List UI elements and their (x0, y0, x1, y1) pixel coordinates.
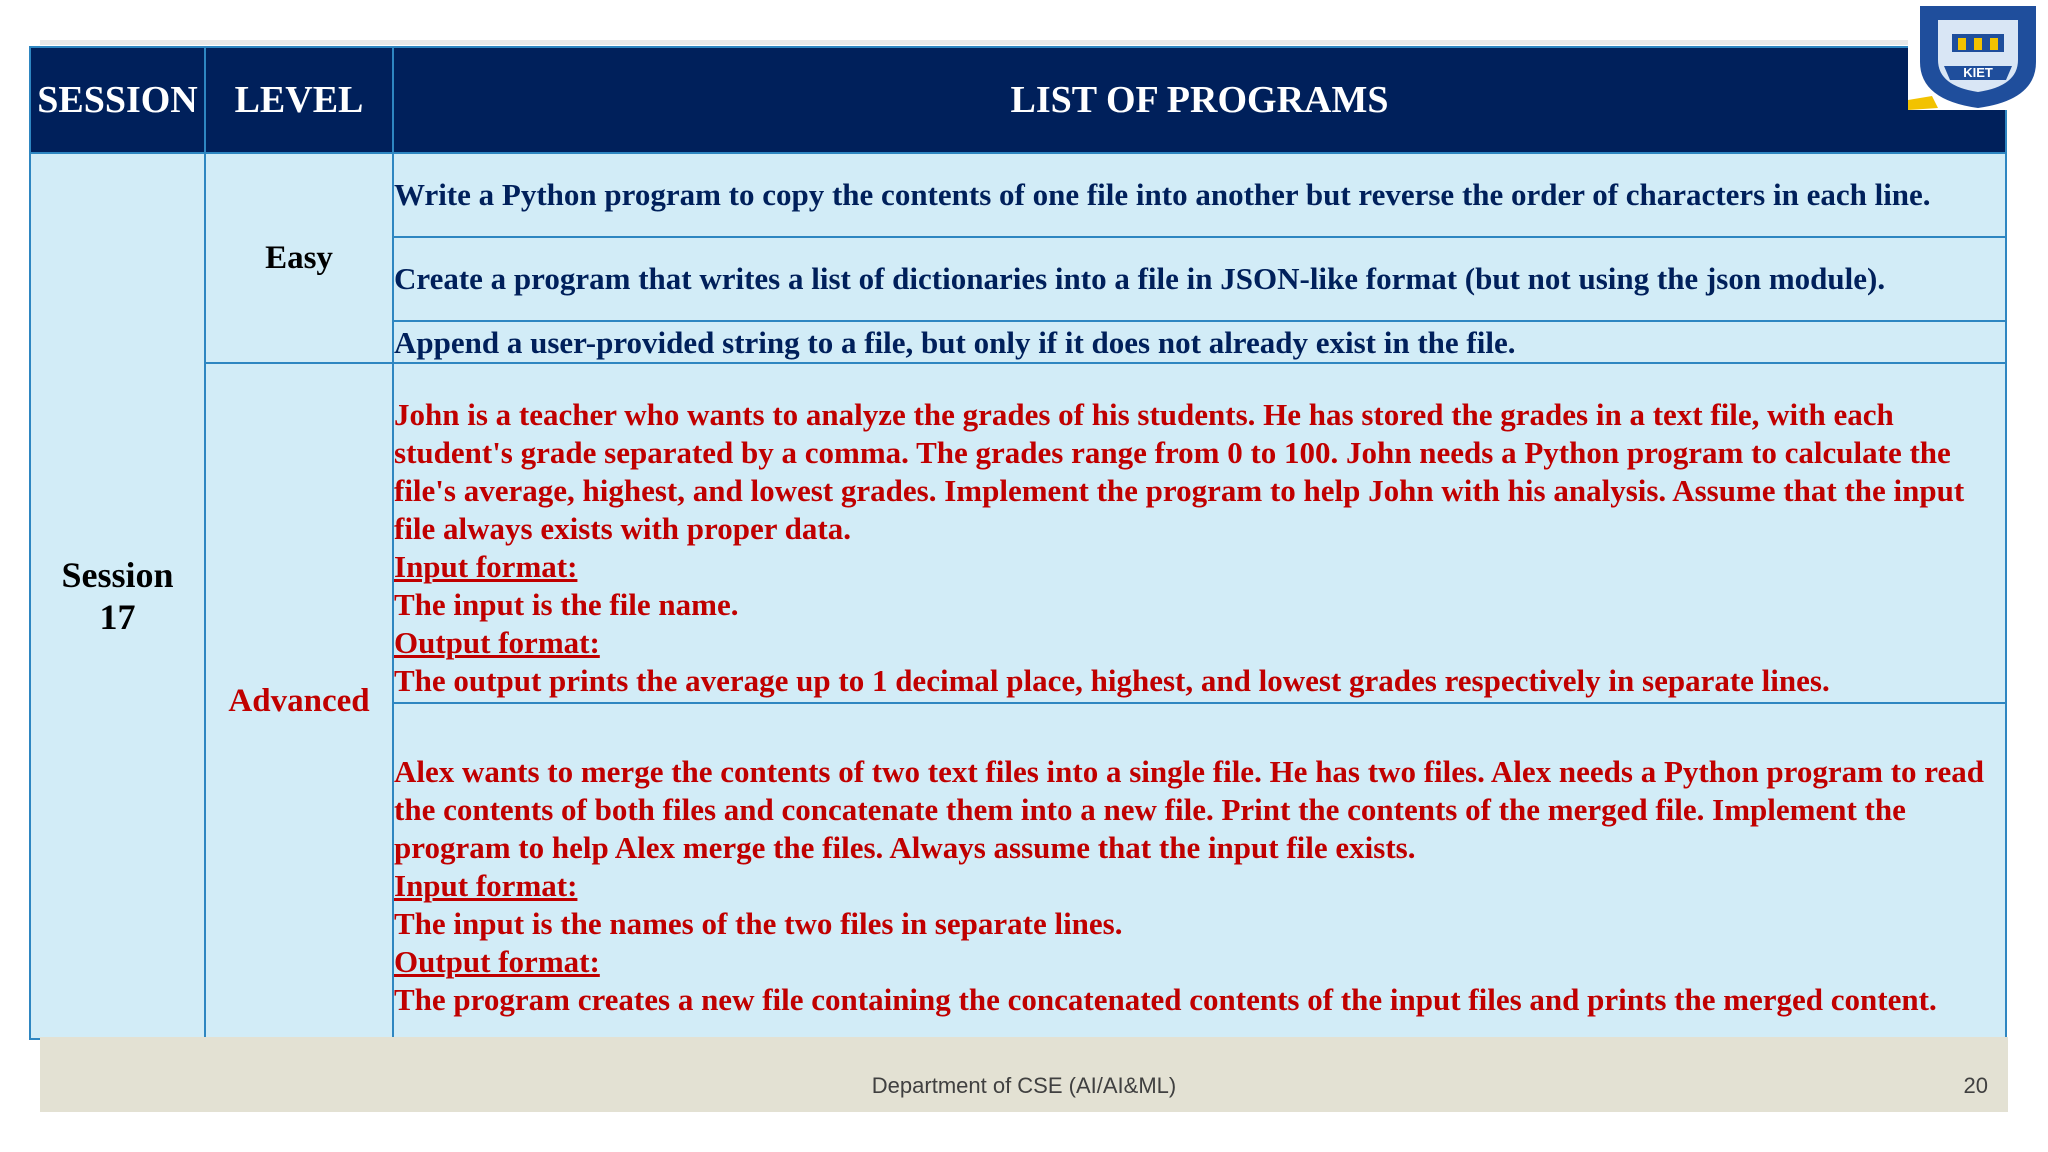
advanced-1-output-text: The output prints the average up to 1 decimal place, highest, and lowest grades respectively in separate lines. (394, 663, 1830, 698)
footer (40, 1037, 2008, 1112)
logo-text: KIET (1963, 65, 1993, 80)
advanced-program-1 (393, 363, 2006, 703)
session-cell (30, 153, 205, 1039)
kiet-logo-icon (1908, 0, 2048, 110)
advanced-2-input-heading: Input format: (394, 868, 578, 903)
advanced-2-output-heading: Output format: (394, 944, 600, 979)
footer-department: Department of CSE (AI/AI&ML) (871, 1073, 1177, 1098)
page-number: 20 (1963, 1073, 1988, 1098)
header-session: SESSION (30, 47, 205, 153)
advanced-2-input-text: The input is the names of the two files in separate lines. (394, 906, 1123, 941)
easy-program-1: Write a Python program to copy the contents of one file into another but reverse the order of characters in each line. (393, 153, 2006, 237)
programs-table (29, 46, 2007, 1040)
header-programs: LIST OF PROGRAMS (393, 47, 2006, 153)
session-number: 17 (99, 597, 136, 637)
advanced-1-input-heading: Input format: (394, 549, 578, 584)
level-advanced: Advanced (205, 363, 393, 1039)
level-easy: Easy (205, 153, 393, 363)
advanced-2-output-text: The program creates a new file containing the concatenated contents of the input files and prints the merged content. (394, 982, 1937, 1017)
advanced-2-description: Alex wants to merge the contents of two text files into a single file. He has two files. Alex needs a Python program to read the contents of both files and concatenate them into a new file. Print the contents of the merged file. Implement the program to help Alex merge the files. Always assume that the input file exists. (394, 754, 1984, 865)
advanced-1-input-text: The input is the file name. (394, 587, 739, 622)
table-row (30, 363, 2006, 703)
table-row (30, 153, 2006, 237)
session-label: Session (61, 555, 174, 595)
advanced-1-description: John is a teacher who wants to analyze the grades of his students. He has stored the grades in a text file, with each student's grade separated by a comma. The grades range from 0 to 100. John needs a Python program to calculate the file's average, highest, and lowest grades. Implement the program to help John with his analysis. Assume that the input file always exists with proper data. (394, 397, 1965, 546)
advanced-program-2 (393, 703, 2006, 1039)
easy-program-3: Append a user-provided string to a file, but only if it does not already exist in the file. (393, 321, 2006, 363)
easy-program-2: Create a program that writes a list of dictionaries into a file in JSON-like format (but not using the json module). (393, 237, 2006, 321)
header-level: LEVEL (205, 47, 393, 153)
table-header-row (30, 47, 2006, 153)
advanced-1-output-heading: Output format: (394, 625, 600, 660)
top-divider (40, 40, 2010, 45)
